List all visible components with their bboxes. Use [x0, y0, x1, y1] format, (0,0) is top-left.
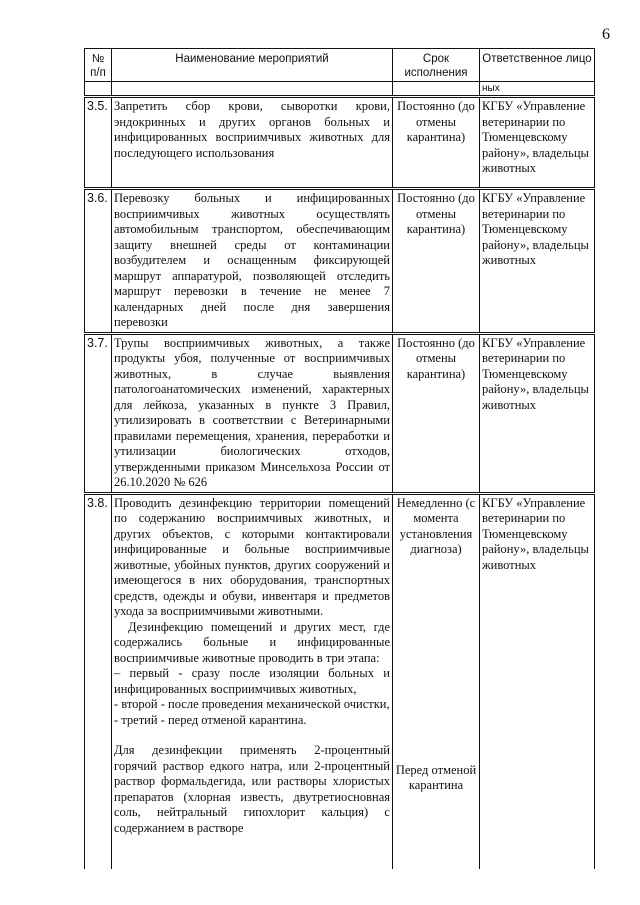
row-number: 3.8.: [85, 493, 112, 869]
header-responsible: Ответственное лицо: [480, 49, 595, 82]
header-name: Наименование мероприятий: [112, 49, 393, 82]
row-responsible: КГБУ «Управление ветеринарии по Тюменцевскому району», владельцы животных: [480, 97, 595, 189]
description-paragraph: - второй - после проведения механической очистки,: [114, 697, 390, 711]
row-description: [112, 97, 393, 189]
table-header-row: [85, 49, 595, 82]
header-term: Срок исполнения: [393, 49, 480, 82]
description-paragraph: Трупы восприимчивых животных, а также продукты убоя, полученные от восприимчивых животных, в случае выявления патологоанатомических изменений, характерных для лейкоза, указанных в пункте 3 Правил, утилизировать в соответствии с Ветеринарными правилами перемещения, хранения, переработки и утилизации биологических отходов, утвержденными приказом Минсельхоза России от 26.10.2020 № 626: [114, 335, 390, 489]
row-description: [112, 189, 393, 334]
term-text: Немедленно (с момента установления диагноза): [396, 495, 476, 556]
term-text-2: Перед отменой карантина: [395, 762, 477, 792]
description-paragraph: - третий - перед отменой карантина.: [114, 712, 307, 727]
table-row: [85, 97, 595, 189]
row-term: [393, 493, 480, 869]
row-number: 3.6.: [85, 189, 112, 334]
description-paragraph: Дезинфекцию помещений и других мест, где содержались больные и инфицированные восприимчивые животные проводить в три этапа:: [114, 619, 390, 665]
row-description: [112, 333, 393, 493]
row-responsible: КГБУ «Управление ветеринарии по Тюменцевскому району», владельцы животных: [480, 493, 595, 869]
page-number: 6: [602, 26, 610, 43]
row-responsible: КГБУ «Управление ветеринарии по Тюменцевскому району», владельцы животных: [480, 189, 595, 334]
header-num: № п/п: [85, 49, 112, 82]
description-paragraph: Запретить сбор крови, сыворотки крови, эндокринных и других органов больных и инфицированных восприимчивых животных для последующего использования: [114, 99, 390, 160]
row-term: Постоянно (до отмены карантина): [393, 189, 480, 334]
table-row: [85, 189, 595, 334]
row-term: Постоянно (до отмены карантина): [393, 333, 480, 493]
description-paragraph: – первый - сразу после изоляции больных и инфицированных восприимчивых животных,: [114, 666, 390, 696]
table-row: [85, 333, 595, 493]
description-paragraph: Перевозку больных и инфицированных восприимчивых животных осуществлять автомобильным транспортом, обеспечивающим защиту внешней среды от контаминации возбудителем и оснащенным фиксирующей маршрут аппаратурой, позволяющей отследить маршрут перевозки в течение не менее 7 календарных дней после дня завершения перевозки: [114, 191, 390, 329]
row-term: Постоянно (до отмены карантина): [393, 97, 480, 189]
row-responsible: КГБУ «Управление ветеринарии по Тюменцевскому району», владельцы животных: [480, 333, 595, 493]
row-description: [112, 493, 393, 869]
row-number: 3.5.: [85, 97, 112, 189]
description-paragraph: Проводить дезинфекцию территории помещений по содержанию восприимчивых животных, и других объектов, с которыми контактировали инфицированные и больные восприимчивые животные, убойных пунктов, других сооружений и имеющегося в них оборудования, транспортных средств, одежды и обуви, инвентаря и предметов ухода за восприимчивыми животными.: [114, 495, 390, 618]
continued-row: [85, 82, 595, 97]
row-number: 3.7.: [85, 333, 112, 493]
continued-text: ных: [480, 82, 595, 97]
measures-table: [84, 48, 595, 869]
description-paragraph: Для дезинфекции применять 2-процентный горячий раствор едкого натра, или 2-процентный раствор формальдегида, или растворы хлористых препаратов (хлорная известь, двутретиосновная соль, нейтральный гипохлорит кальция) с содержанием в растворе: [114, 743, 390, 835]
table-row: [85, 493, 595, 869]
